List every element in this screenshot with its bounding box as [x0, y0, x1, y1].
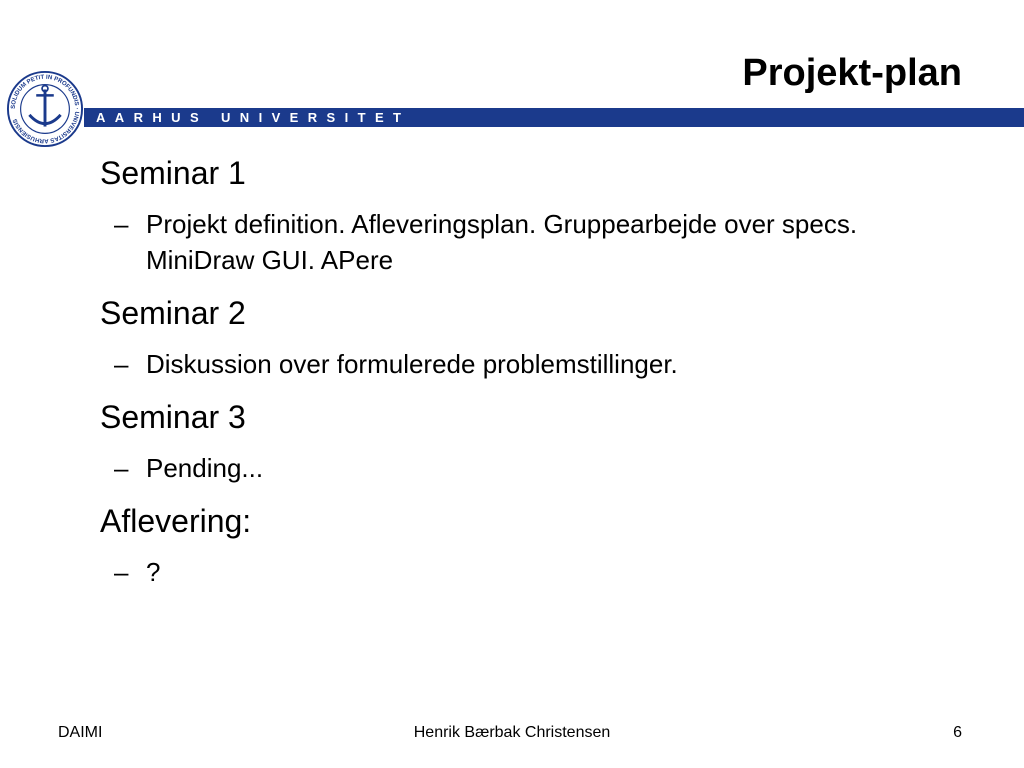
sub-bullet-text: Diskussion over formulerede problemstillinger.	[146, 349, 678, 379]
sub-bullet-seminar-3	[100, 450, 960, 486]
dash-marker: –	[114, 349, 129, 379]
footer-author: Henrik Bærbak Christensen	[413, 724, 611, 741]
bullet-seminar-2: Seminar 2	[100, 295, 246, 331]
sub-bullet-text: Pending...	[146, 453, 264, 483]
dash-marker: –	[114, 209, 129, 239]
university-name: AARHUS UNIVERSITET	[96, 110, 411, 125]
dash-marker: –	[114, 557, 129, 587]
slide-title: Projekt-plan	[742, 52, 962, 94]
dash-marker: –	[114, 453, 129, 483]
sub-bullet-text: Projekt definition. Afleveringsplan. Gruppearbejde over specs. MiniDraw GUI. APere	[146, 209, 858, 275]
university-seal-logo	[6, 70, 84, 148]
bullet-seminar-3: Seminar 3	[100, 399, 246, 435]
sub-bullet-text: ?	[146, 557, 161, 587]
seal-inscription: SOLIDUM PETIT IN PROFUNDIS · UNIVERSITAS ARHUSIENSIS	[10, 74, 80, 144]
bullet-aflevering: Aflevering:	[100, 503, 252, 539]
sub-bullet-seminar-2	[100, 346, 960, 382]
bullet-seminar-1: Seminar 1	[100, 155, 246, 191]
slide-body	[100, 150, 960, 602]
page-number: 6	[953, 724, 962, 741]
footer-department: DAIMI	[58, 724, 103, 741]
sub-bullet-seminar-1	[100, 206, 960, 278]
sub-bullet-aflevering	[100, 554, 960, 590]
